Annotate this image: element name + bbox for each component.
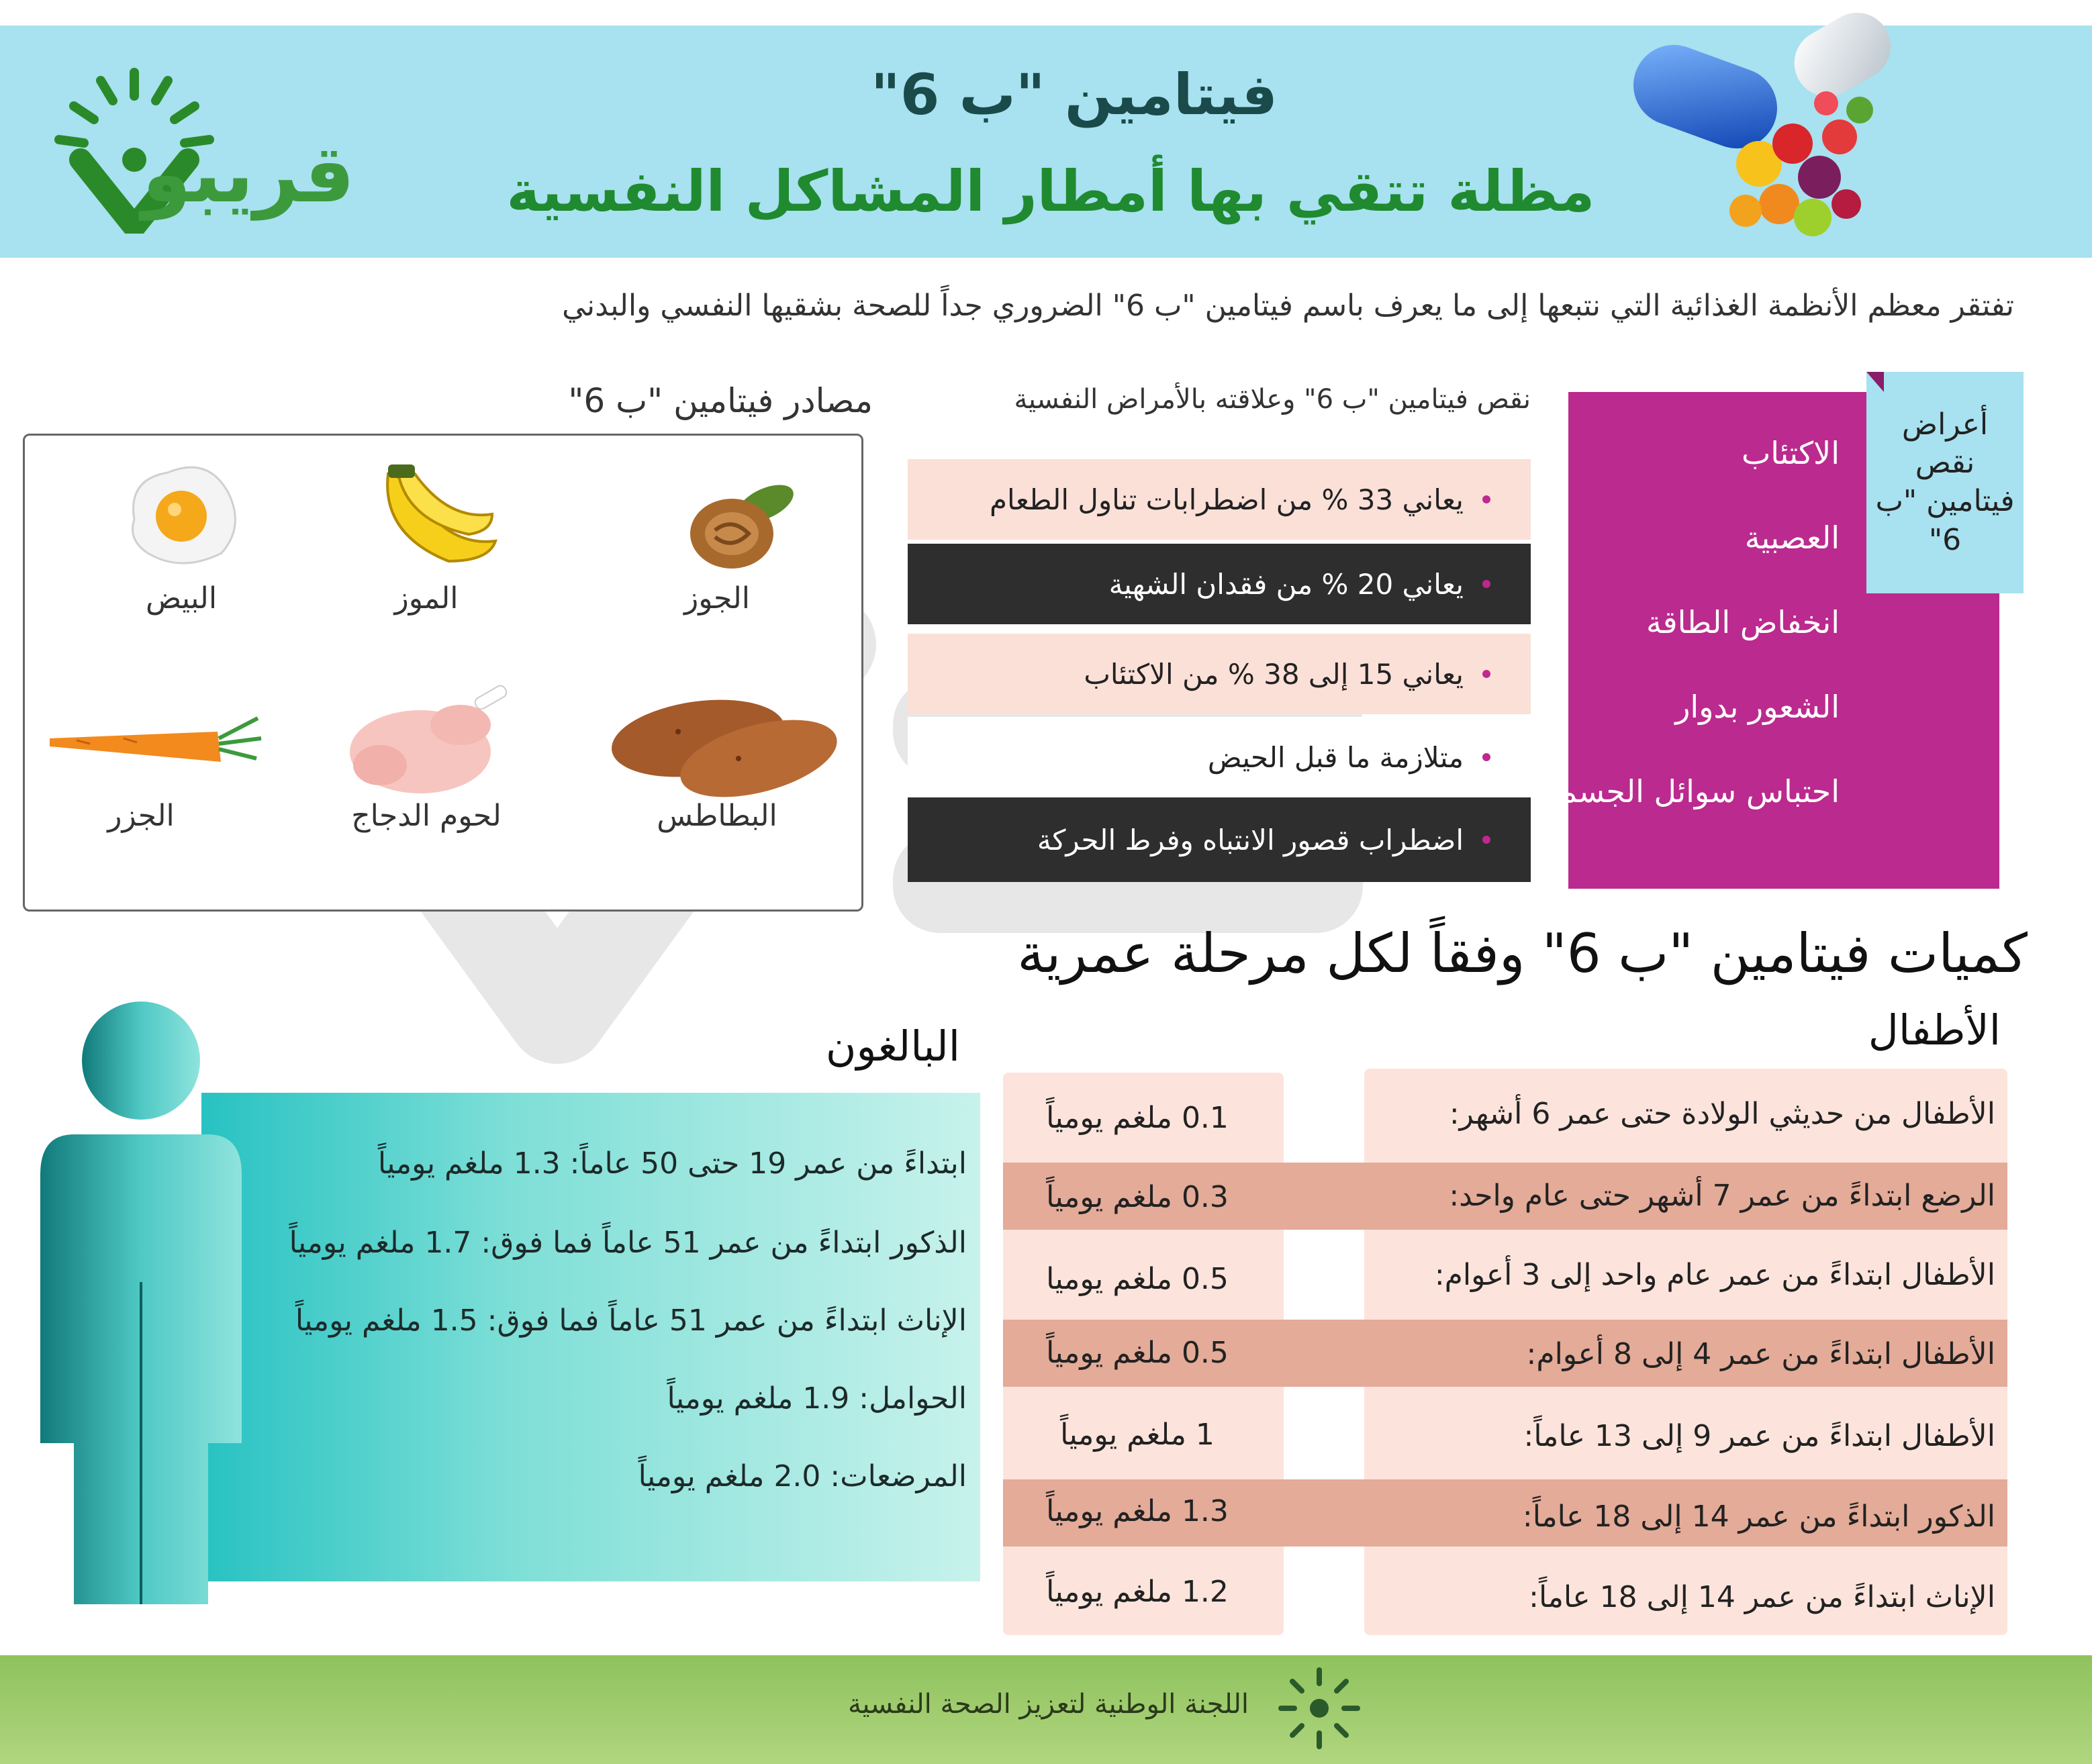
bullet-dot-icon bbox=[1482, 753, 1490, 761]
children-row-value: 1.2 ملغم يومياً bbox=[1046, 1575, 1229, 1609]
deficiency-item-text: يعاني 20 % من فقدان الشهية bbox=[1108, 567, 1464, 601]
symptom-item: انخفاض الطاقة bbox=[1646, 604, 1840, 640]
chicken-icon bbox=[340, 678, 514, 799]
bullet-dot-icon bbox=[1482, 836, 1490, 844]
adults-title: البالغون bbox=[825, 1022, 960, 1071]
intro-text: تفتقر معظم الأنظمة الغذائية التي نتبعها إلى ما يعرف باسم فيتامين "ب 6" الضروري جداً للصحة بشقيها النفسي والبدني bbox=[562, 289, 2014, 323]
food-label-potato: البطاطس bbox=[657, 799, 777, 833]
capsule-fruits-icon bbox=[1625, 9, 1907, 258]
deficiency-item-text: يعاني 15 إلى 38 % من الاكتئاب bbox=[1084, 657, 1464, 691]
egg-icon bbox=[121, 459, 242, 573]
children-row-value: 1.3 ملغم يومياً bbox=[1046, 1494, 1229, 1528]
deficiency-item bbox=[908, 634, 1531, 714]
symptom-item: الاكتئاب bbox=[1742, 435, 1840, 471]
banana-icon bbox=[368, 460, 502, 575]
deficiency-item-text: يعاني 33 % من اضطرابات تناول الطعام bbox=[990, 483, 1464, 516]
bullet-dot-icon bbox=[1482, 495, 1490, 503]
food-label-banana: الموز bbox=[394, 581, 459, 616]
symptom-item: احتباس سوائل الجسم bbox=[1558, 773, 1840, 810]
adult-row: الحوامل: 1.9 ملغم يومياً bbox=[667, 1381, 967, 1416]
symptoms-tag-text: أعراض نقص فيتامين "ب 6" bbox=[1875, 407, 2015, 557]
bullet-dot-icon bbox=[1482, 670, 1490, 678]
children-row-value: 0.5 ملغم يوميا bbox=[1046, 1262, 1229, 1296]
children-row-label: الإناث ابتداءً من عمر 14 إلى 18 عاماً: bbox=[1529, 1580, 1995, 1614]
person-figure-icon bbox=[27, 1000, 255, 1618]
children-row-value: 0.5 ملغم يومياً bbox=[1046, 1336, 1229, 1370]
deficiency-item bbox=[908, 797, 1531, 882]
children-row-value: 1 ملغم يومياً bbox=[1060, 1418, 1215, 1452]
food-label-walnut: الجوز bbox=[683, 581, 750, 616]
symptom-item: العصبية bbox=[1744, 520, 1840, 556]
children-title: الأطفال bbox=[1868, 1006, 2001, 1055]
adult-row: الإناث ابتداءً من عمر 51 عاماً فما فوق: 1.5 ملغم يومياً bbox=[295, 1304, 967, 1338]
children-row-label: الأطفال ابتداءً من عمر 9 إلى 13 عاماً: bbox=[1523, 1419, 1995, 1453]
children-row-label: الرضع ابتداءً من عمر 7 أشهر حتى عام واحد: bbox=[1449, 1179, 1995, 1213]
page-subtitle: مظلة تتقي بها أمطار المشاكل النفسية bbox=[506, 158, 1595, 224]
food-label-chicken: لحوم الدجاج bbox=[351, 799, 502, 833]
deficiency-item bbox=[908, 544, 1531, 624]
bullet-dot-icon bbox=[1482, 580, 1490, 588]
adult-row: الذكور ابتداءً من عمر 51 عاماً فما فوق: 1.7 ملغم يومياً bbox=[289, 1226, 967, 1260]
adult-row: المرضعات: 2.0 ملغم يومياً bbox=[638, 1459, 967, 1493]
food-label-carrot: الجزر bbox=[107, 799, 175, 833]
deficiency-item-text: اضطراب قصور الانتباه وفرط الحركة bbox=[1037, 823, 1464, 856]
carrot-icon bbox=[43, 712, 265, 779]
walnut-icon bbox=[678, 470, 799, 577]
deficiency-item bbox=[908, 717, 1531, 797]
deficiency-item bbox=[908, 459, 1531, 540]
adult-row: ابتداءً من عمر 19 حتى 50 عاماً: 1.3 ملغم يومياً bbox=[377, 1146, 967, 1181]
children-row-label: الأطفال من حديثي الولادة حتى عمر 6 أشهر: bbox=[1449, 1097, 1995, 1131]
children-row-label: الأطفال ابتداءً من عمر 4 إلى 8 أعوام: bbox=[1526, 1337, 1995, 1371]
footer-text: اللجنة الوطنية لتعزيز الصحة النفسية bbox=[847, 1689, 1249, 1720]
children-row-label: الذكور ابتداءً من عمر 14 إلى 18 عاماً: bbox=[1522, 1500, 1995, 1534]
age-section-title: كميات فيتامين "ب 6" وفقاً لكل مرحلة عمرية bbox=[1017, 922, 2028, 985]
committee-logo-icon bbox=[1276, 1665, 1363, 1752]
deficiency-title: نقص فيتامين "ب 6" وعلاقته بالأمراض النفسية bbox=[1014, 384, 1531, 415]
food-label-egg: البيض bbox=[145, 581, 218, 616]
potato-icon bbox=[604, 685, 846, 799]
deficiency-item-text: متلازمة ما قبل الحيض bbox=[1207, 740, 1464, 774]
page-title: فيتامين "ب 6" bbox=[871, 62, 1278, 128]
symptom-item: الشعور بدوار bbox=[1675, 689, 1840, 725]
sources-title: مصادر فيتامين "ب 6" bbox=[568, 381, 873, 420]
children-row-value: 0.3 ملغم يومياً bbox=[1046, 1180, 1229, 1214]
children-row-label: الأطفال ابتداءً من عمر عام واحد إلى 3 أعوام: bbox=[1434, 1258, 1995, 1292]
children-row-value: 0.1 ملغم يومياً bbox=[1046, 1101, 1229, 1135]
logo-wordmark: قريبو bbox=[142, 128, 355, 220]
